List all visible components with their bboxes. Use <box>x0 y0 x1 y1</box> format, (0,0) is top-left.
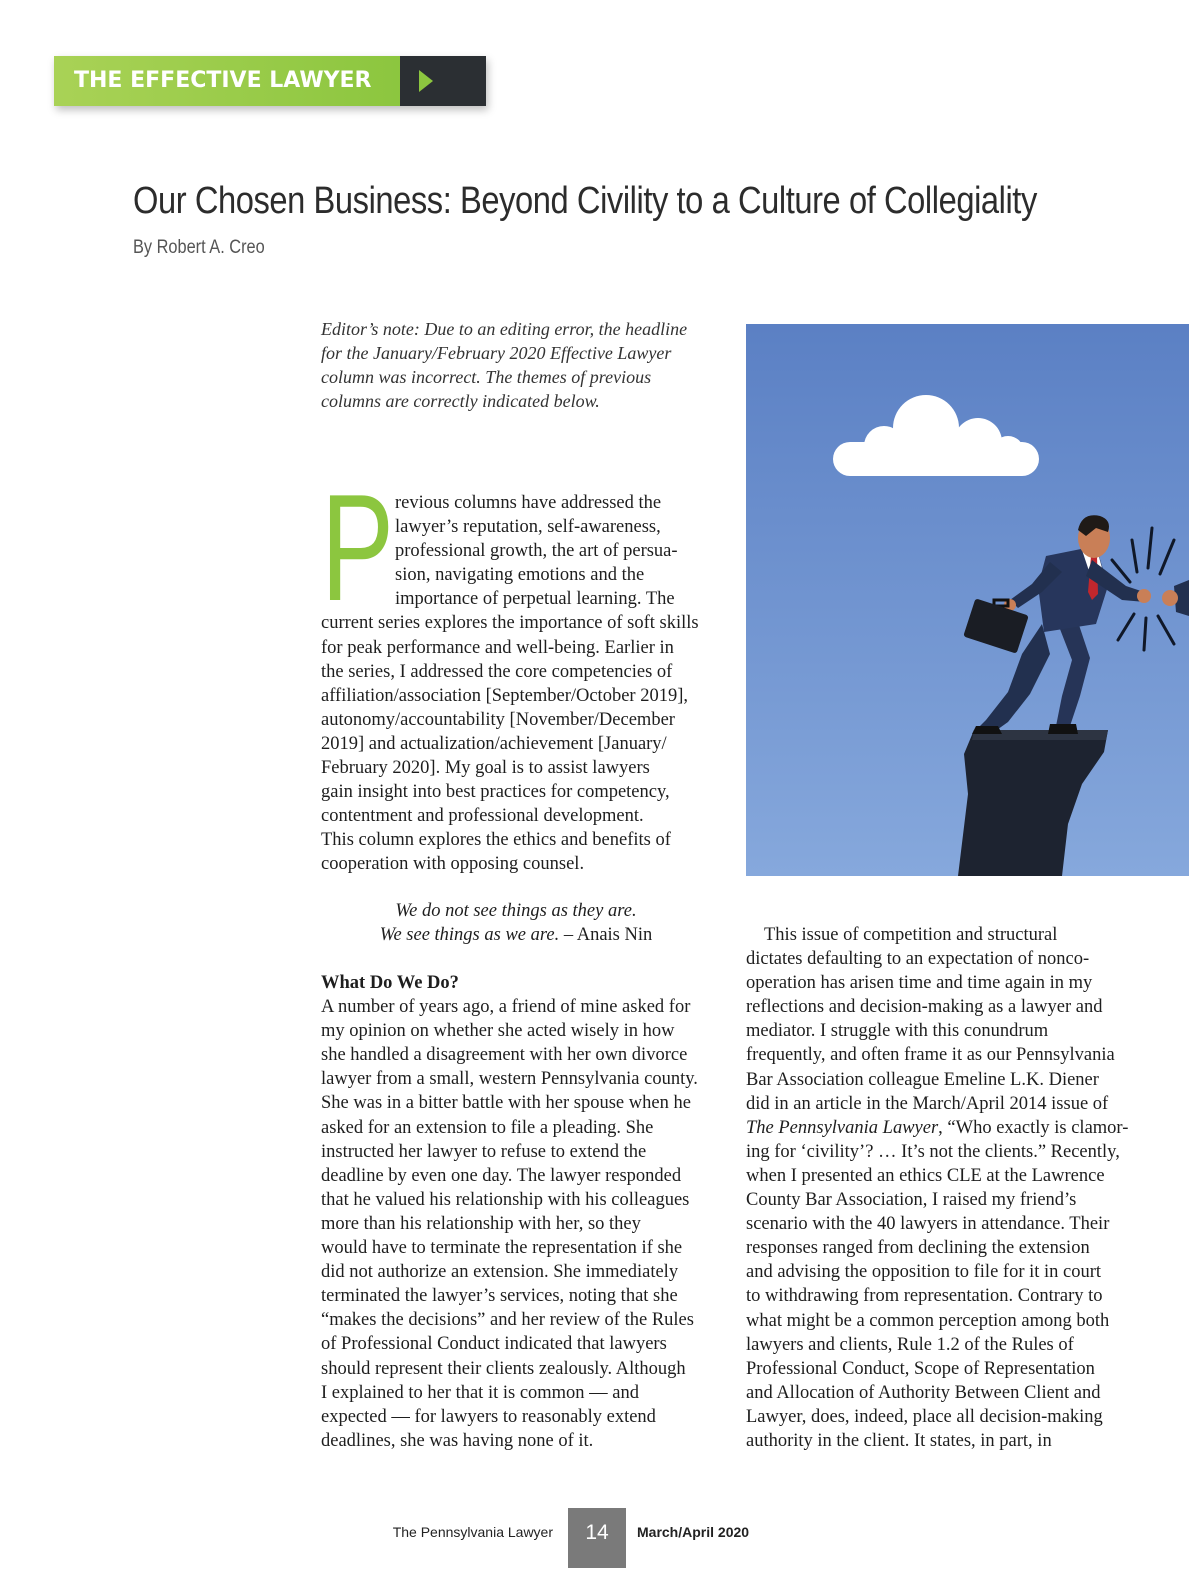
quote-attribution: – Anais Nin <box>559 925 653 945</box>
banner-label: THE EFFECTIVE LAWYER <box>74 68 372 93</box>
page-footer <box>0 1508 1200 1568</box>
section-line: my opinion on whether she acted wisely in how <box>321 1021 675 1042</box>
illustration-businessman-cliff <box>746 324 1189 876</box>
intro-line: importance of perpetual learning. The <box>395 589 675 610</box>
page-number: 14 <box>568 1508 626 1568</box>
intro-line: the series, I addressed the core competencies of <box>321 661 673 682</box>
editor-note <box>321 317 711 413</box>
section-heading: What Do We Do? <box>321 973 459 993</box>
footer-publication: The Pennsylvania Lawyer <box>392 1524 553 1540</box>
right-column-line: County Bar Association, I raised my friend’s <box>746 1190 1077 1211</box>
right-column-line: ing for ‘civility’? … It’s not the clients.” Recently, <box>746 1141 1120 1162</box>
section-body <box>321 995 713 1453</box>
intro-line: sion, navigating emotions and the <box>395 565 645 586</box>
editor-note-line: for the January/February 2020 Effective Lawyer <box>321 343 672 364</box>
intro-line: This column explores the ethics and benefits of <box>321 830 671 851</box>
section-line: would have to terminate the representation if she <box>321 1238 683 1259</box>
editor-note-line: Editor’s note: Due to an editing error, the headline <box>321 319 688 339</box>
section-line: should represent their clients zealously. Although <box>321 1358 686 1379</box>
right-column-line: lawyers and clients, Rule 1.2 of the Rules of <box>746 1334 1074 1355</box>
right-column-line: Lawyer, does, indeed, place all decision-making <box>746 1406 1103 1427</box>
section-banner <box>54 56 486 106</box>
section-line: terminated the lawyer’s services, noting that she <box>321 1286 678 1307</box>
intro-line: contentment and professional development. <box>321 806 644 827</box>
article-byline: By Robert A. Creo <box>133 237 265 258</box>
epigraph-quote <box>321 899 711 947</box>
section-line: lawyer from a small, western Pennsylvania county. <box>321 1069 698 1090</box>
intro-line: February 2020]. My goal is to assist lawyers <box>321 758 650 779</box>
right-column-line: mediator. I struggle with this conundrum <box>746 1021 1049 1042</box>
section-line: I explained to her that it is common — and <box>321 1382 640 1403</box>
right-column-line: and Allocation of Authority Between Client and <box>746 1382 1101 1403</box>
right-column-line: when I presented an ethics CLE at the Lawrence <box>746 1165 1105 1186</box>
chevron-right-icon <box>419 70 433 92</box>
section-line: she handled a disagreement with her own divorce <box>321 1045 688 1066</box>
right-column-line: authority in the client. It states, in part, in <box>746 1430 1052 1451</box>
section-line: She was in a bitter battle with her spouse when he <box>321 1093 691 1114</box>
right-column-line: operation has arisen time and time again in my <box>746 973 1093 994</box>
intro-line: autonomy/accountability [November/December <box>321 709 675 730</box>
drop-cap: P <box>321 463 395 633</box>
intro-paragraph <box>321 491 713 877</box>
section-what-do-we-do <box>321 971 713 1453</box>
intro-line: for peak performance and well-being. Earlier in <box>321 637 674 658</box>
right-column-line: Professional Conduct, Scope of Representation <box>746 1358 1095 1379</box>
right-column-line: Bar Association colleague Emeline L.K. Diener <box>746 1069 1099 1090</box>
section-line: deadlines, she was having none of it. <box>321 1430 594 1451</box>
right-column-line: scenario with the 40 lawyers in attendance. Their <box>746 1214 1110 1235</box>
quote-line-2: We see things as we are. <box>379 925 560 945</box>
right-column-line: reflections and decision-making as a lawyer and <box>746 997 1103 1018</box>
section-line: of Professional Conduct indicated that lawyers <box>321 1334 667 1355</box>
right-column-line: frequently, and often frame it as our Pennsylvania <box>746 1045 1115 1066</box>
section-line: did not authorize an extension. She immediately <box>321 1262 679 1283</box>
section-line: deadline by even one day. The lawyer responded <box>321 1165 682 1186</box>
right-column-line: and advising the opposition to file for it in court <box>746 1262 1102 1283</box>
intro-line: revious columns have addressed the <box>395 493 662 513</box>
footer-issue: March/April 2020 <box>637 1524 750 1540</box>
right-column-line: This issue of competition and structural <box>764 925 1058 945</box>
right-column-line: did in an article in the March/April 2014 issue of <box>746 1093 1109 1114</box>
article-title: Our Chosen Business: Beyond Civility to a Culture of Collegiality <box>133 180 1037 222</box>
intro-line: affiliation/association [September/October 2019], <box>321 685 688 706</box>
intro-line: 2019] and actualization/achievement [January/ <box>321 733 667 754</box>
intro-line: professional growth, the art of persua- <box>395 541 678 562</box>
right-column-line: to withdrawing from representation. Contrary to <box>746 1286 1103 1307</box>
right-column-line: responses ranged from declining the extension <box>746 1238 1090 1259</box>
banner-arrow-block <box>400 56 486 106</box>
intro-line: lawyer’s reputation, self-awareness, <box>395 517 661 538</box>
editor-note-line: column was incorrect. The themes of previous <box>321 367 652 388</box>
banner-label-bar <box>54 56 400 106</box>
section-line: “makes the decisions” and her review of the Rules <box>321 1310 694 1331</box>
intro-line: gain insight into best practices for competency, <box>321 782 670 803</box>
section-line: A number of years ago, a friend of mine asked for <box>321 997 691 1018</box>
right-column-line: what might be a common perception among both <box>746 1310 1110 1331</box>
cliff-illustration <box>746 324 1189 876</box>
quote-line-1: We do not see things as they are. <box>395 901 637 921</box>
right-column-line: dictates defaulting to an expectation of nonco- <box>746 949 1090 970</box>
intro-line: current series explores the importance of soft skills <box>321 613 699 634</box>
section-line: expected — for lawyers to reasonably extend <box>321 1406 656 1427</box>
section-line: instructed her lawyer to refuse to extend the <box>321 1141 647 1162</box>
section-line: that he valued his relationship with his colleagues <box>321 1189 690 1210</box>
section-line: more than his relationship with her, so they <box>321 1213 641 1234</box>
section-line: asked for an extension to file a pleading. She <box>321 1117 654 1138</box>
right-column-text <box>746 923 1141 1453</box>
right-column-line: The Pennsylvania Lawyer, “Who exactly is clamor- <box>746 1117 1129 1138</box>
editor-note-line: columns are correctly indicated below. <box>321 391 600 412</box>
intro-line: cooperation with opposing counsel. <box>321 854 585 875</box>
